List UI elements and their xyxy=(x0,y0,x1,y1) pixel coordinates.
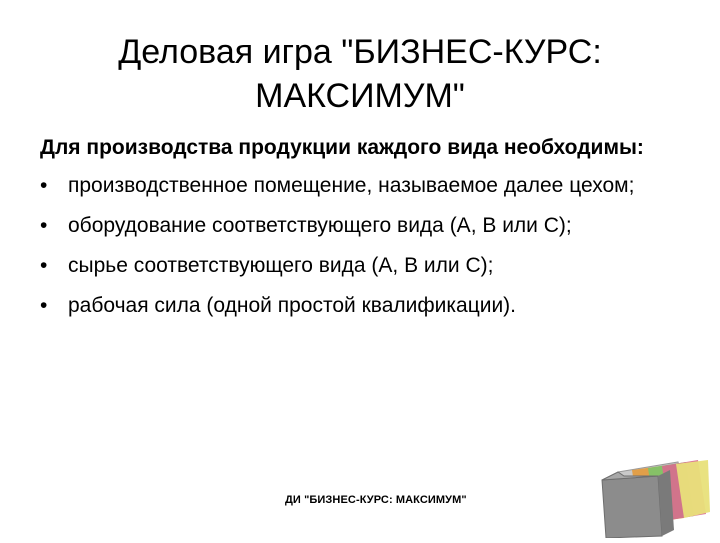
requirements-list xyxy=(40,170,680,322)
list-item-text: рабочая сила (одной простой квалификации). xyxy=(68,294,517,317)
slide-title: Деловая игра "БИЗНЕС-КУРС: МАКСИМУМ" xyxy=(118,33,602,115)
bullet: • xyxy=(40,214,48,237)
list-item-text: сырье соответствующего вида (А, В или С); xyxy=(68,254,494,277)
bullet: • xyxy=(40,174,48,197)
list-item xyxy=(40,250,680,282)
list-item-text: производственное помещение, называемое далее цехом; xyxy=(68,174,635,197)
slide-footer: ДИ "БИЗНЕС-КУРС: МАКСИМУМ" xyxy=(285,494,467,506)
lead-text: Для производства продукции каждого вида необходимы: xyxy=(40,136,644,159)
list-item-text: оборудование соответствующего вида (А, В или С); xyxy=(68,214,572,237)
bullet: • xyxy=(40,294,48,317)
list-item xyxy=(40,210,680,242)
list-item xyxy=(40,170,680,202)
bullet: • xyxy=(40,254,48,277)
slide-body xyxy=(40,132,680,330)
colored-folders-icon xyxy=(598,458,712,543)
list-item xyxy=(40,290,680,322)
